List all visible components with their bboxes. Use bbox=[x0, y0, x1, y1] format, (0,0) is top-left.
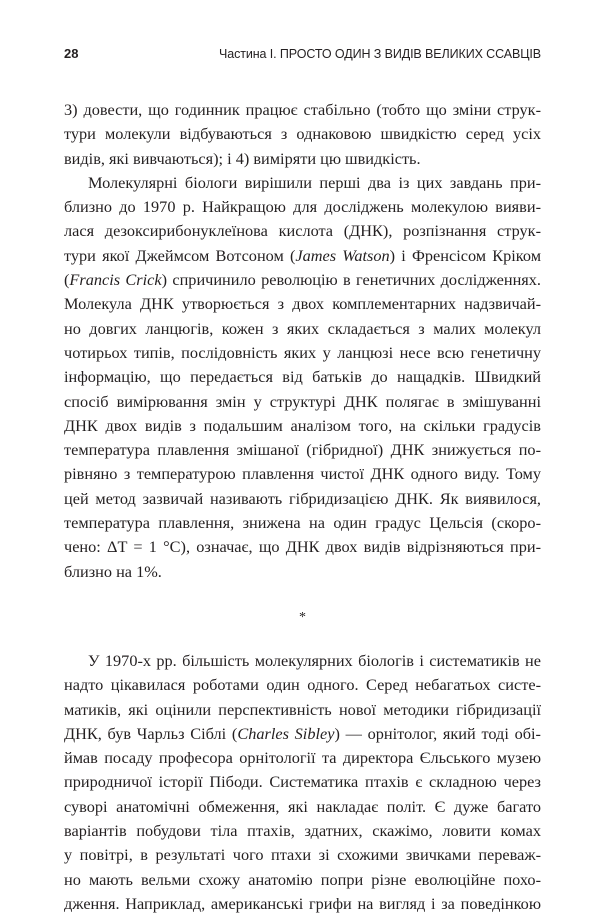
section-separator: * bbox=[299, 609, 306, 625]
paragraph-line: температура плавлення, знижена на один градус Цельсія (скоро- bbox=[64, 513, 541, 533]
chapter-title: Частина І. ПРОСТО ОДИН З ВИДІВ ВЕЛИКИХ ССАВЦІВ bbox=[219, 47, 541, 61]
paragraph-line: температура плавлення змішаної (гібридної) ДНК знижується по- bbox=[64, 440, 541, 460]
italic-name: Charles Sibley bbox=[237, 723, 335, 743]
paragraph-line: надто цікавилася роботами один одного. Серед небагатьох систе- bbox=[64, 675, 541, 695]
paragraph-line: суворі анатомічні обмеження, які накладає політ. Є дуже багато bbox=[64, 796, 541, 816]
paragraph-line: варіантів побудови тіла птахів, здатних, скажімо, ловити комах bbox=[64, 821, 541, 841]
paragraph-line: но довгих ланцюгів, кожен з яких складається з малих молекул bbox=[64, 318, 541, 338]
paragraph-line: матиків, які оцінили перспективність нової методики гібридизації bbox=[64, 699, 541, 719]
paragraph-line: ймав посаду професора орнітології та директора Єльського музею bbox=[64, 748, 541, 768]
paragraph-line: спосіб вимірювання змін у структурі ДНК полягає в змішуванні bbox=[64, 391, 541, 411]
paragraph-line: тури якої Джеймсом Вотсоном (James Watson) і Френсісом Кріком bbox=[64, 245, 542, 265]
paragraph-line: чено: ΔT = 1 °C), означає, що ДНК двох видів відрізняються при- bbox=[64, 537, 541, 557]
paragraph-line: 3) довести, що годинник працює стабільно (тобто що зміни струк- bbox=[64, 100, 541, 119]
paragraph-line: близно до 1970 р. Найкращою для досліджень молекулою вияви- bbox=[64, 197, 541, 217]
paragraph-line: У 1970-х рр. більшість молекулярних біологів і систематиків не bbox=[88, 650, 541, 670]
paragraph-line: видів, які вивчаються); і 4) виміряти цю швидкість. bbox=[64, 148, 421, 168]
running-header bbox=[64, 44, 541, 64]
italic-name: Francis Crick bbox=[69, 270, 162, 290]
paragraph-line: інформацію, що передається від батьків до нащадків. Швидкий bbox=[64, 367, 541, 387]
paragraph-line: природничої історії Пібоди. Систематика птахів є складною через bbox=[64, 772, 541, 792]
paragraph-line: дження. Наприклад, американські грифи на вигляд і за поведінкою bbox=[64, 893, 541, 913]
body-text bbox=[64, 98, 541, 916]
paragraph-line: ДНК, був Чарльз Сіблі (Charles Sibley) — орнітолог, який тоді обі- bbox=[64, 723, 541, 743]
paragraph-line: рівняно з температурою плавлення чистої ДНК одного виду. Тому bbox=[64, 464, 541, 484]
paragraph-line: у повітрі, в результаті чого птахи зі схожими звичками переваж- bbox=[64, 845, 541, 865]
page-number: 28 bbox=[64, 46, 79, 61]
paragraph-line: (Francis Crick) спричинило революцію в генетичних дослідженнях. bbox=[64, 270, 541, 290]
paragraph-line: но мають вельми схожу анатомію попри різне еволюційне похо- bbox=[64, 869, 541, 889]
paragraph-line: чотирьох типів, послідовність яких у ланцюзі несе всю генетичну bbox=[64, 342, 541, 362]
paragraph-line: Молекула ДНК утворюється з двох комплементарних надзвичай- bbox=[64, 294, 541, 314]
paragraph-line: близно на 1%. bbox=[64, 561, 162, 581]
paragraph-line: цей метод зазвичай називають гібридизацією ДНК. Як виявилося, bbox=[64, 488, 541, 508]
paragraph-line: Молекулярні біологи вирішили перші два із цих завдань при- bbox=[88, 172, 541, 192]
paragraph-line: ДНК двох видів з подальшим аналізом того, на скільки градусів bbox=[64, 415, 541, 435]
paragraph-line: лася дезоксирибонуклеїнова кислота (ДНК), розпізнання струк- bbox=[64, 221, 541, 241]
italic-name: James Watson bbox=[295, 245, 390, 265]
paragraph-line: тури молекули відбуваються з однаковою швидкістю серед усіх bbox=[64, 124, 541, 144]
